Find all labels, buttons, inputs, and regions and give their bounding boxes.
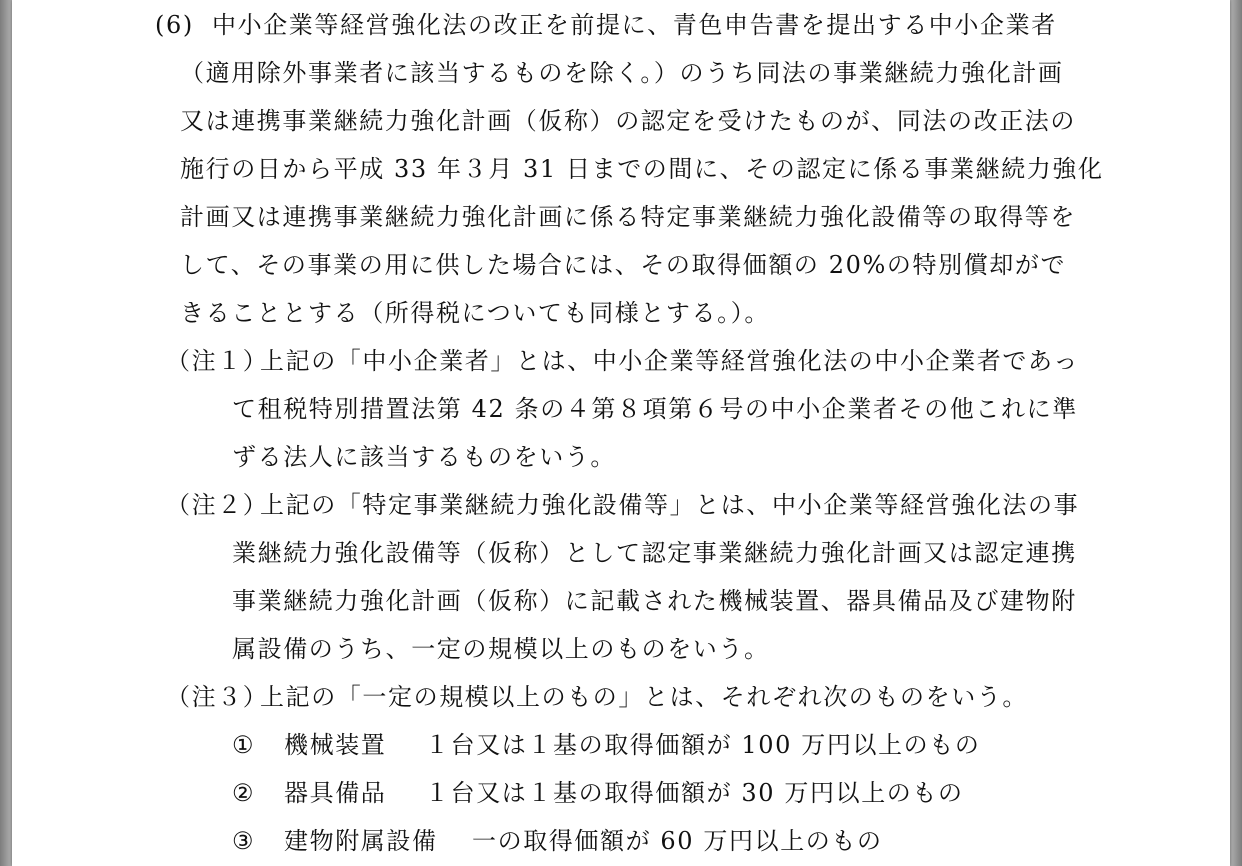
item-name: 器具備品: [284, 779, 387, 807]
note-line: 業継続力強化設備等（仮称）として認定事業継続力強化計画又は認定連携: [232, 539, 1077, 567]
item-description: １台又は１基の取得価額が 30 万円以上のもの: [425, 779, 964, 807]
note-line: 上記の「中小企業者」とは、中小企業等経営強化法の中小企業者であっ: [260, 347, 1079, 375]
note-line: て租税特別措置法第 42 条の４第８項第６号の中小企業者その他これに準: [232, 395, 1078, 423]
item-number: ②: [232, 779, 256, 807]
section-line: きることとする（所得税についても同様とする。）。: [180, 299, 770, 327]
section-line: （適用除外事業者に該当するものを除く。）のうち同法の事業継続力強化計画: [180, 59, 1064, 87]
section-line: 計画又は連携事業継続力強化計画に係る特定事業継続力強化設備等の取得等を: [180, 203, 1076, 231]
document-page[interactable]: [12, 0, 1230, 866]
item-number: ③: [232, 827, 256, 855]
section-line: 中小企業等経営強化法の改正を前提に、青色申告書を提出する中小企業者: [212, 11, 1057, 39]
note-line: ずる法人に該当するものをいう。: [232, 443, 616, 471]
note-line: 上記の「一定の規模以上のもの」とは、それぞれ次のものをいう。: [260, 683, 1028, 711]
section-line: して、その事業の用に供した場合には、その取得価額の 20%の特別償却がで: [180, 251, 1067, 279]
item-description: 一の取得価額が 60 万円以上のもの: [472, 827, 883, 855]
note-label: （注１）: [166, 347, 269, 375]
section-line: 又は連携事業継続力強化計画（仮称）の認定を受けたものが、同法の改正法の: [180, 107, 1076, 135]
list-item: [232, 729, 1132, 761]
section-line: 施行の日から平成 33 年３月 31 日までの間に、その認定に係る事業継続力強化: [180, 155, 1104, 183]
item-number: ①: [232, 731, 256, 759]
list-item: [232, 825, 1132, 857]
document-body: [12, 0, 1230, 866]
note-label: （注２）: [166, 491, 269, 519]
list-item: [232, 777, 1132, 809]
item-name: 機械装置: [284, 731, 387, 759]
note-line: 上記の「特定事業継続力強化設備等」とは、中小企業等経営強化法の事: [260, 491, 1080, 519]
note-label: （注３）: [166, 683, 269, 711]
item-name: 建物附属設備: [284, 827, 438, 855]
section-number: (6): [155, 11, 194, 39]
note-line: 属設備のうち、一定の規模以上のものをいう。: [232, 635, 770, 663]
item-description: １台又は１基の取得価額が 100 万円以上のもの: [425, 731, 981, 759]
note-line: 事業継続力強化計画（仮称）に記載された機械装置、器具備品及び建物附: [232, 587, 1077, 615]
